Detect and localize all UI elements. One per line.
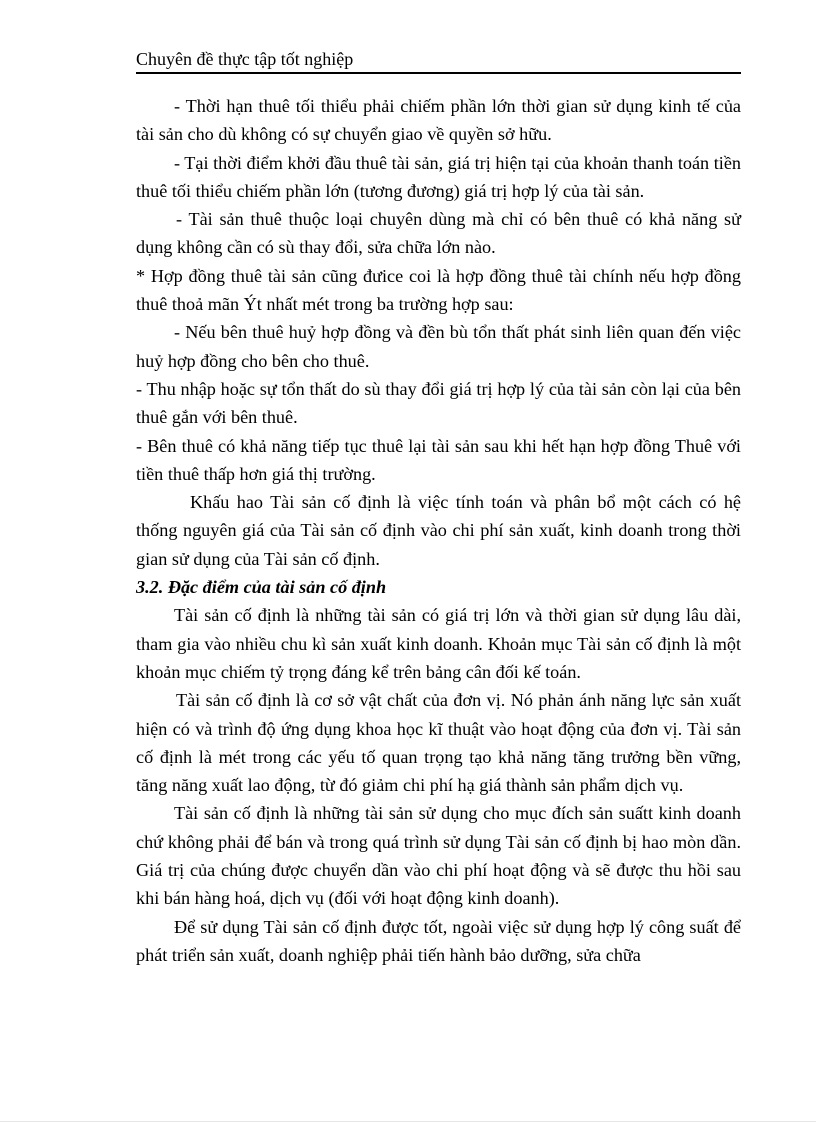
paragraph-5: - Nếu bên thuê huỷ hợp đồng và đền bù tổn thất phát sinh liên quan đến việc huỷ hợp đồng cho bên cho thuê.	[136, 322, 741, 371]
paragraph-8: Khấu hao Tài sản cố định là việc tính toán và phân bổ một cách có hệ thống nguyên giá của Tài sản cố định vào chi phí sản xuất, kinh doanh trong thời gian sử dụng của Tài sản cố định.	[136, 492, 741, 569]
paragraph-2: - Tại thời điểm khởi đầu thuê tài sản, giá trị hiện tại của khoản thanh toán tiền thuê tối thiểu chiếm phần lớn (tương đương) giá trị hợp lý của tài sản.	[136, 152, 741, 201]
page-bottom-divider	[0, 1121, 816, 1122]
header-title: Chuyên đề thực tập tốt nghiệp	[136, 49, 354, 69]
paragraph-7: - Bên thuê có khả năng tiếp tục thuê lại tài sản sau khi hết hạn hợp đồng Thuê với tiền thuê thấp hơn giá thị trường.	[136, 435, 741, 484]
paragraph-12: Để sử dụng Tài sản cố định được tốt, ngoài việc sử dụng hợp lý công suất để phát triển sản xuất, doanh nghiệp phải tiến hành bảo dưỡng, sửa chữa	[136, 916, 741, 965]
paragraph-11: Tài sản cố định là những tài sản sử dụng cho mục đích sản suấtt kinh doanh chứ không phải để bán và trong quá trình sử dụng Tài sản cố định bị hao mòn dần. Giá trị của chúng được chuyển dần vào chi phí hoạt động và sẽ được thu hồi sau khi bán hàng hoá, dịch vụ (đối với hoạt động kinh doanh).	[136, 803, 741, 909]
paragraph-1: - Thời hạn thuê tối thiểu phải chiếm phần lớn thời gian sử dụng kinh tế của tài sản cho dù không có sự chuyển giao về quyền sở hữu.	[136, 96, 741, 145]
paragraph-6: - Thu nhập hoặc sự tổn thất do sù thay đổi giá trị hợp lý của tài sản còn lại của bên thuê gắn với bên thuê.	[136, 378, 741, 428]
paragraph-3: - Tài sản thuê thuộc loại chuyên dùng mà chỉ có bên thuê có khả năng sử dụng không cần có sù thay đổi, sửa chữa lớn nào.	[136, 209, 741, 258]
section-heading: 3.2. Đặc điểm của tài sản cố định	[136, 577, 387, 598]
paragraph-4: * Hợp đồng thuê tài sản cũng đưice coi là hợp đồng thuê tài chính nếu hợp đồng thuê thoả mãn Ýt nhất mét trong ba trường hợp sau:	[136, 265, 741, 315]
paragraph-10: Tài sản cố định là cơ sở vật chất của đơn vị. Nó phản ánh năng lực sản xuất hiện có và trình độ ứng dụng khoa học kĩ thuật vào hoạt động của đơn vị. Tài sản cố định là mét trong các yếu tố quan trọng tạo khả năng tăng trưởng bền vững, tăng năng xuất lao động, từ đó giảm chi phí hạ giá thành sản phẩm dịch vụ.	[136, 690, 741, 796]
paragraph-9: Tài sản cố định là những tài sản có giá trị lớn và thời gian sử dụng lâu dài, tham gia vào nhiều chu kì sản xuất kinh doanh. Khoản mục Tài sản cố định là một khoản mục chiếm tỷ trọng đáng kể trên bảng cân đối kế toán.	[136, 605, 741, 682]
document-body	[136, 92, 741, 969]
page-header	[136, 48, 741, 74]
